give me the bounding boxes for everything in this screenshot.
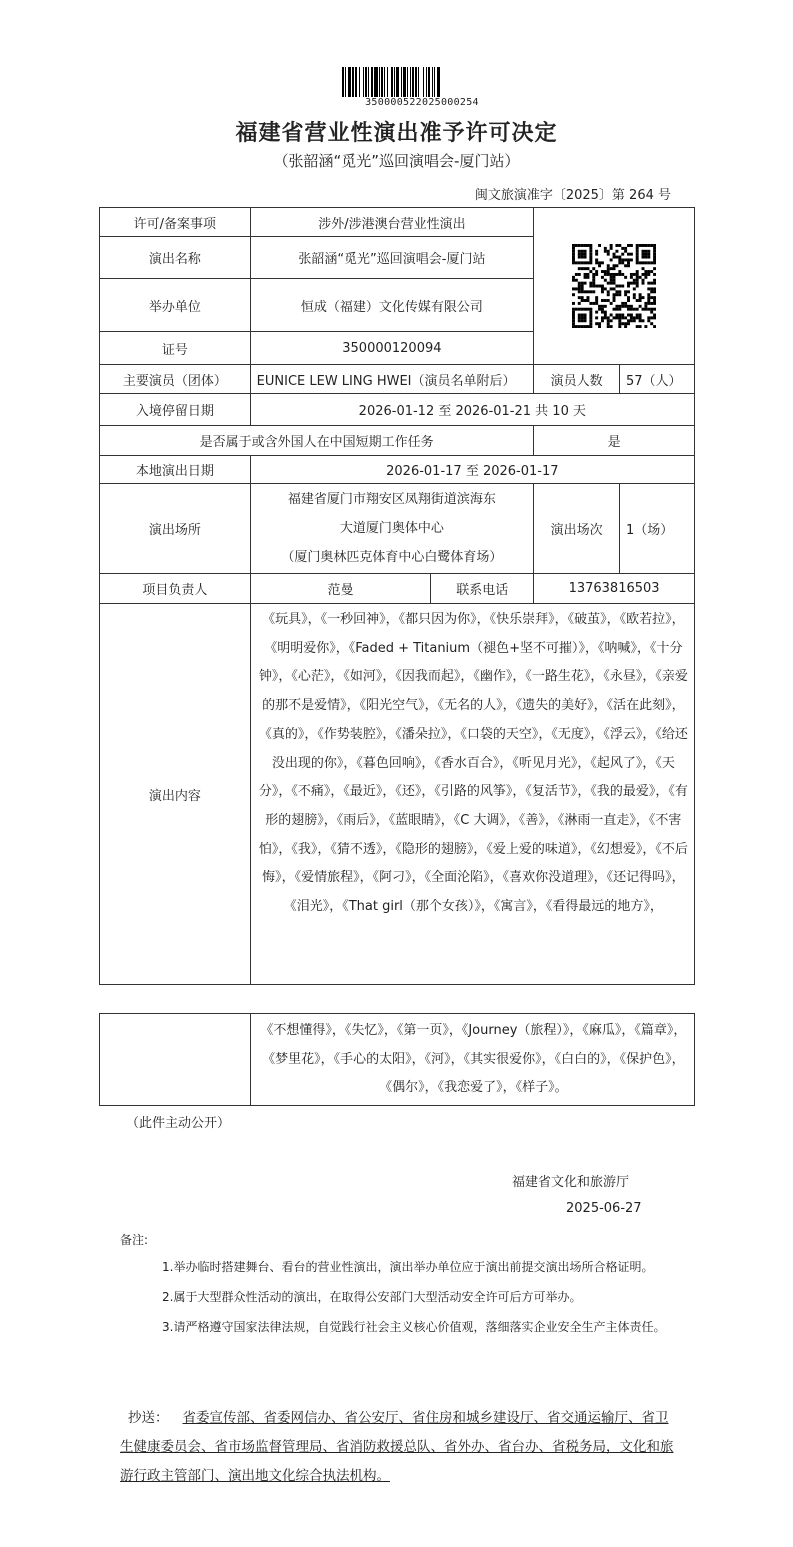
content-value-part2: 《不想懂得》，《失忆》，《第一页》，《Journey（旅程）》，《麻瓜》，《篇章》，《梦里花》，《手心的太阳》，《河》，《其实很爱你》，《白白的》，《保护色》，《偶尔》，《我恋爱了》，《样子》。 xyxy=(250,1014,694,1106)
document-subtitle: （张韶涵“觅光”巡回演唱会-厦门站） xyxy=(273,152,520,170)
cc-text: 省委宣传部、省委网信办、省公安厅、省住房和城乡建设厅、省交通运输厅、省卫生健康委员会、省市场监督管理局、省消防救援总队、省外办、省台办、省税务局，文化和旅游行政主管部门、演出地文化综合执法机构。 xyxy=(120,1410,674,1484)
document-title: 福建省营业性演出准予许可决定 xyxy=(235,121,558,146)
performer-count-label: 演员人数 xyxy=(534,365,620,394)
venue-label: 演出场所 xyxy=(100,484,251,574)
foreign-task-label: 是否属于或含外国人在中国短期工作任务 xyxy=(100,426,534,456)
organizer-value: 恒成（福建）文化传媒有限公司 xyxy=(250,279,533,332)
cc-list xyxy=(120,1404,680,1491)
local-date-value: 2026-01-17 至 2026-01-17 xyxy=(250,456,694,484)
stay-dates-value: 2026-01-12 至 2026-01-21 共 10 天 xyxy=(250,394,694,426)
performer-label: 主要演员（团体） xyxy=(100,365,251,394)
foreign-task-value: 是 xyxy=(534,426,695,456)
permit-table-continued xyxy=(99,1013,695,1106)
venue-value xyxy=(250,484,533,574)
remarks-title: 备注: xyxy=(120,1233,149,1247)
remark-item-3: 3.请严格遵守国家法律法规，自觉践行社会主义核心价值观，落细落实企业安全生产主体责任。 xyxy=(162,1320,666,1334)
manager-label: 项目负责人 xyxy=(100,574,251,604)
show-name-label: 演出名称 xyxy=(100,237,251,279)
remark-item-1: 1.举办临时搭建舞台、看台的营业性演出，演出举办单位应于演出前提交演出场所合格证明。 xyxy=(162,1260,654,1274)
document-number: 闽文旅演准字〔2025〕第 264 号 xyxy=(474,188,671,203)
remark-item-2: 2.属于大型群众性活动的演出，在取得公安部门大型活动安全许可后方可举办。 xyxy=(162,1290,582,1304)
license-label: 证号 xyxy=(100,332,251,365)
issue-date: 2025-06-27 xyxy=(566,1201,642,1216)
content-value-part1: 《玩具》，《一秒回神》，《都只因为你》，《快乐崇拜》，《破茧》，《欧若拉》，《明明爱你》，《Faded + Titanium（褪色+坚不可摧）》，《呐喊》，《十分钟》，《心茫》，《如河》，《因我而起》，《幽作》，《一路生花》，《永昼》，《亲爱的那不是爱情》，《阳光空气》，《无名的人》，《遗失的美好》，《活在此刻》，《真的》，《作势装腔》，《潘朵拉》，《口袋的天空》，《无度》，《浮云》，《给还没出现的你》，《暮色回响》，《香水百合》，《听见月光》，《起风了》，《天分》，《不痛》，《最近》，《还》，《引路的风筝》，《复活节》，《我的最爱》，《有形的翅膀》，《雨后》，《蓝眼睛》，《C 大调》，《善》，《淋雨一直走》，《不害怕》，《我》，《猜不透》，《隐形的翅膀》，《爱上爱的味道》，《幻想爱》，《不后悔》，《爱情旅程》，《阿刁》，《全面沦陷》，《喜欢你没道理》，《还记得吗》，《泪光》，《That girl（那个女孩）》，《寓言》，《看得最远的地方》， xyxy=(250,604,694,985)
permit-table xyxy=(99,207,695,985)
barcode-number: 350000522025000254 xyxy=(365,97,479,108)
content-label-continued xyxy=(100,1014,251,1106)
venue-line-3: （厦门奥林匹克体育中心白鹭体育场） xyxy=(281,550,503,565)
sessions-value: 1（场） xyxy=(620,484,695,574)
show-name-value: 张韶涵“觅光”巡回演唱会-厦门站 xyxy=(250,237,533,279)
permit-type-label: 许可/备案事项 xyxy=(100,208,251,237)
performer-count-value: 57（人） xyxy=(620,365,695,394)
phone-value: 13763816503 xyxy=(534,574,695,604)
cc-label: 抄送： xyxy=(128,1410,169,1426)
qr-code-icon xyxy=(572,244,656,328)
issuer-name: 福建省文化和旅游厅 xyxy=(512,1175,630,1190)
sessions-label: 演出场次 xyxy=(534,484,620,574)
content-label: 演出内容 xyxy=(100,604,251,985)
local-date-label: 本地演出日期 xyxy=(100,456,251,484)
license-value: 350000120094 xyxy=(250,332,533,365)
permit-type-value: 涉外/涉港澳台营业性演出 xyxy=(250,208,533,237)
venue-line-1: 福建省厦门市翔安区凤翔街道滨海东 xyxy=(287,492,496,507)
public-note: （此件主动公开） xyxy=(126,1116,231,1131)
phone-label: 联系电话 xyxy=(431,574,534,604)
manager-value: 范曼 xyxy=(250,574,431,604)
venue-line-2: 大道厦门奥体中心 xyxy=(339,521,444,536)
qr-code-cell xyxy=(534,208,695,365)
stay-dates-label: 入境停留日期 xyxy=(100,394,251,426)
organizer-label: 举办单位 xyxy=(100,279,251,332)
barcode xyxy=(342,67,502,97)
performer-value: EUNICE LEW LING HWEI（演员名单附后） xyxy=(250,365,533,394)
